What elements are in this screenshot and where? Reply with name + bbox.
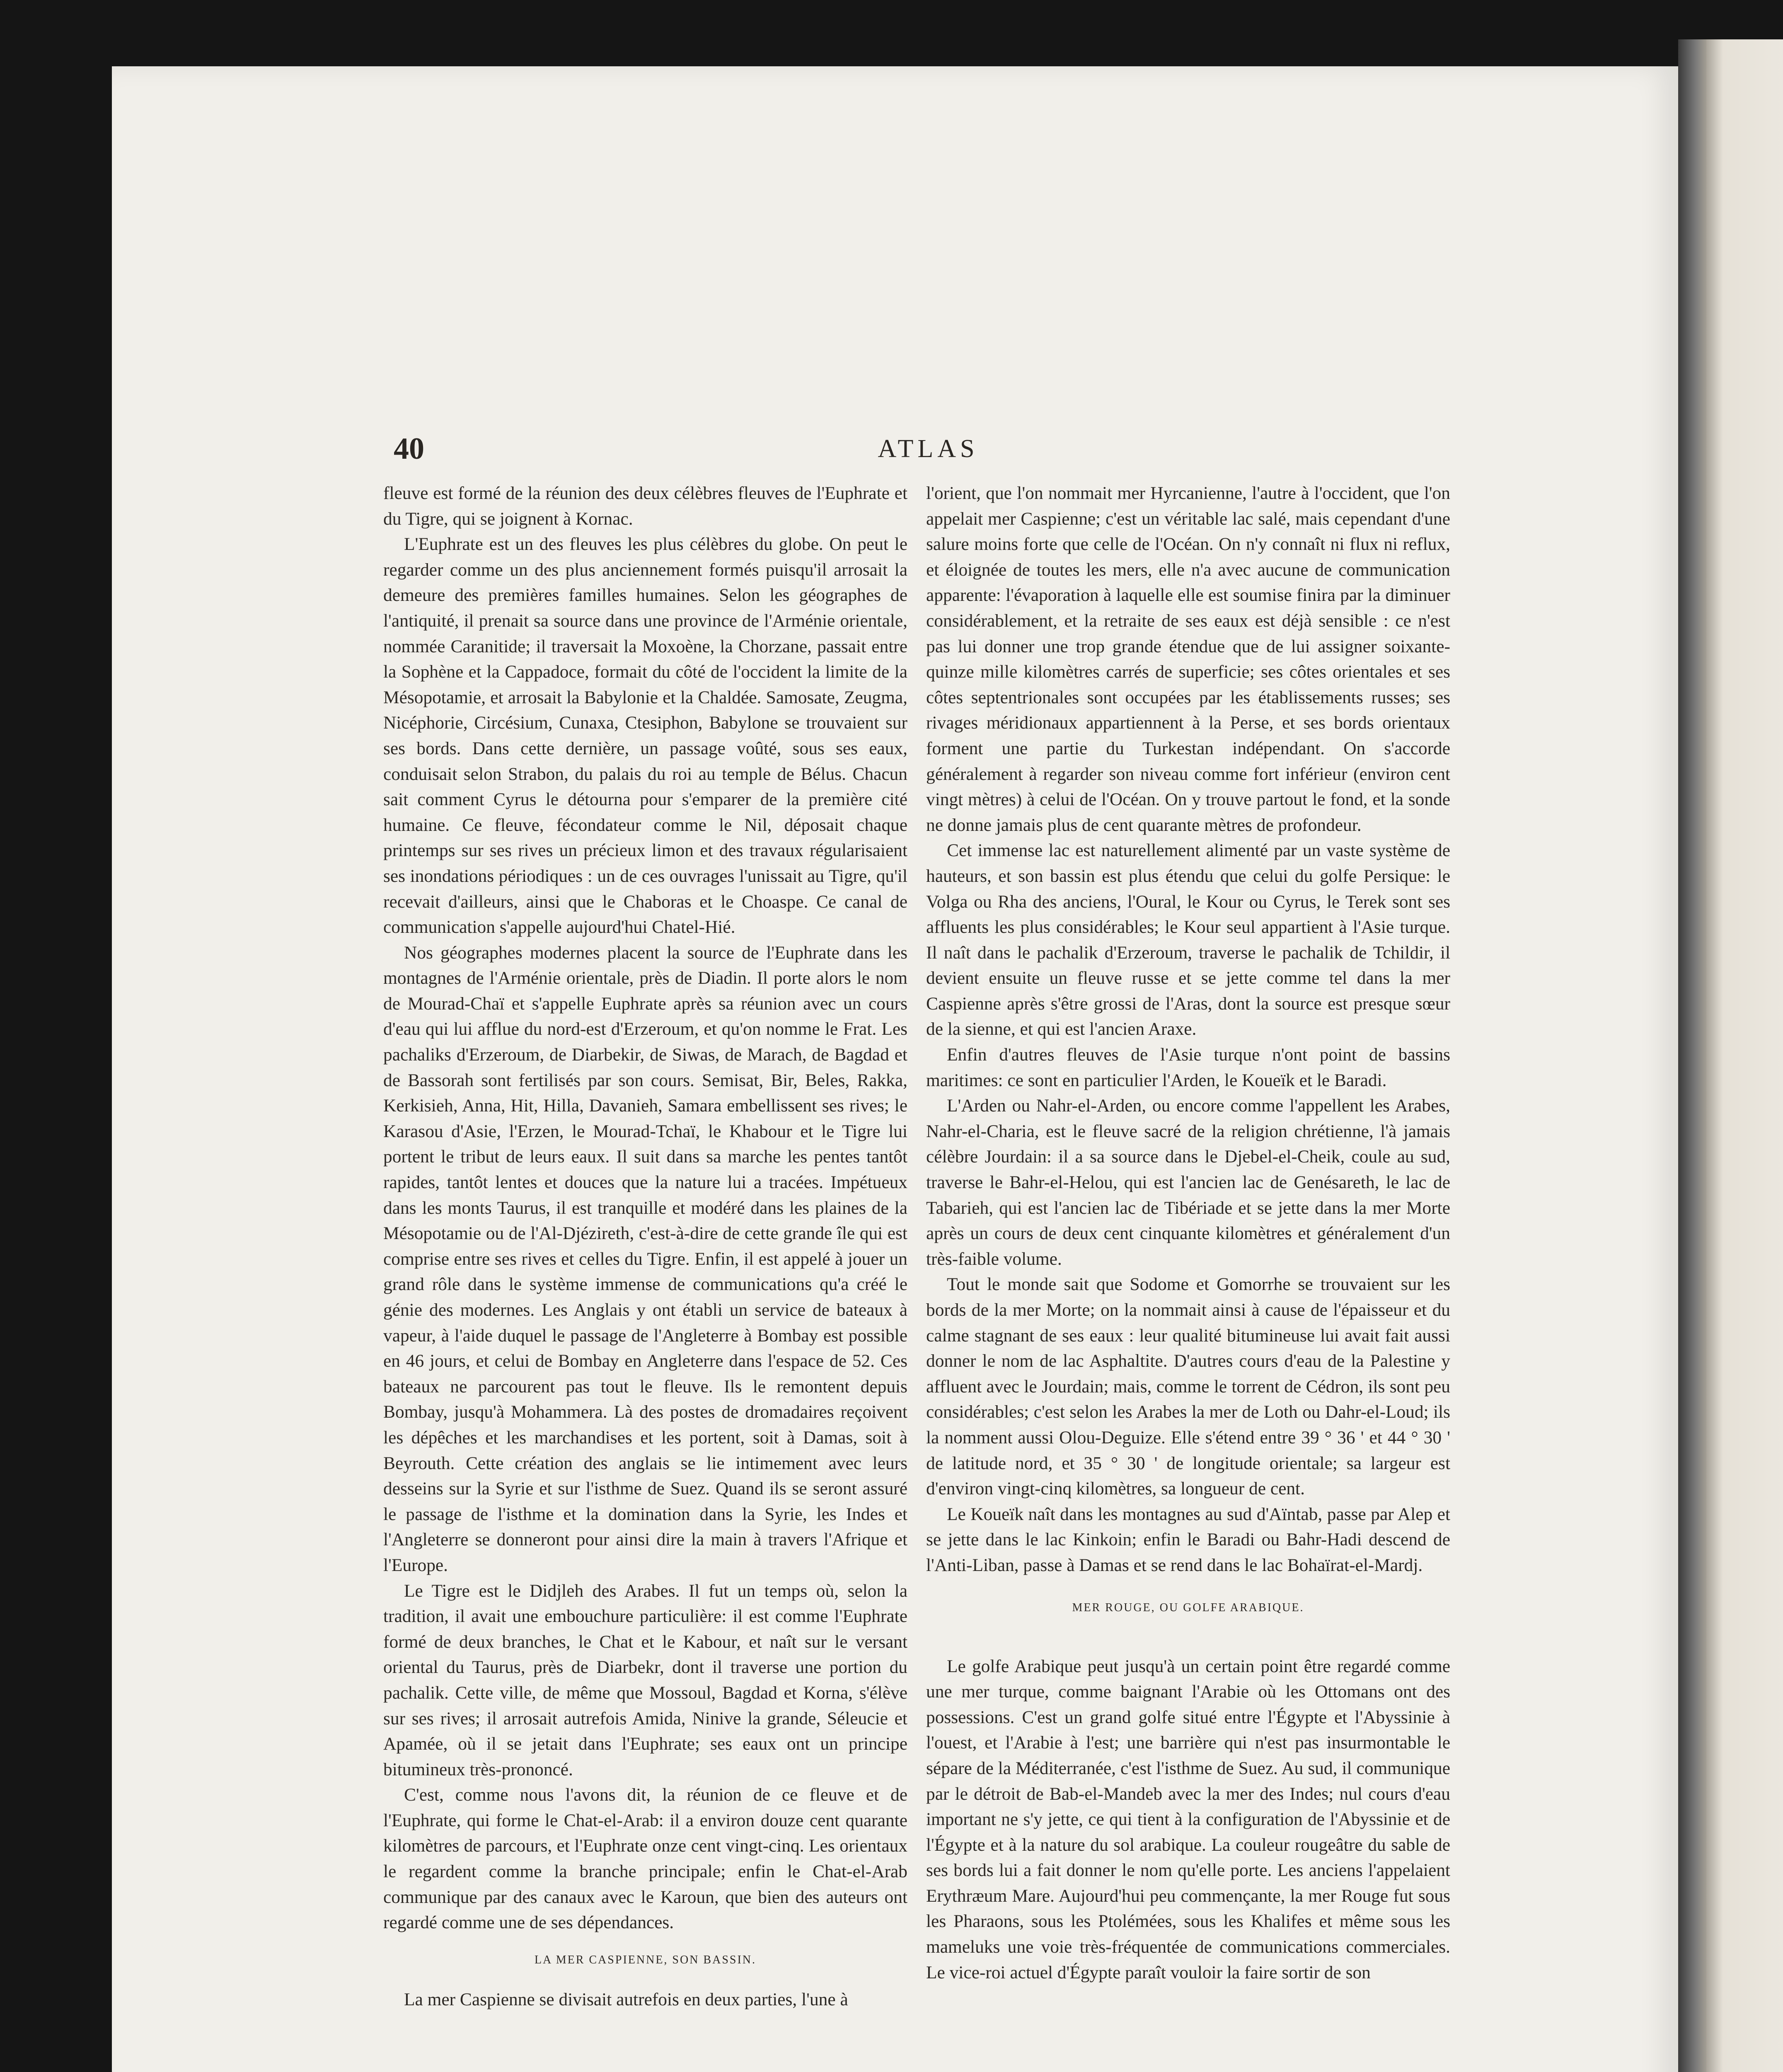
right-column [926, 481, 1450, 2072]
paragraph: Cet immense lac est naturellement alimenté par un vaste système de hauteurs, et son bassin est plus étendu que celui du golfe Persique: le Volga ou Rha des anciens, l'Oural, le Kour ou Cyrus, le Terek sont ses affluents les plus considérables; le Kour seul appartient à l'Asie turque. Il naît dans le pachalik d'Erzeroum, traverse le pachalik de Tchildir, il devient ensuite un fleuve russe et se jette comme tel dans la mer Caspienne après s'être grossi de l'Aras, dont la source est presque sœur de la sienne, et qui est l'ancien Araxe. [926, 840, 1450, 1039]
paragraph: Le golfe Arabique peut jusqu'à un certain point être regardé comme une mer turque, comme baignant l'Arabie où les Ottomans ont des possessions. C'est un grand golfe situé entre l'Égypte et l'Abyssinie à l'ouest, et l'Arabie à l'est; une barrière qui n'est pas insurmontable le sépare de la Méditerranée, c'est l'isthme de Suez. Au sud, il communique par le détroit de Bab-el-Mandeb avec la mer des Indes; nul cours d'eau important ne s'y jette, ce qui tient à la configuration de l'Abyssinie et de l'Égypte et à la nature du sol arabique. La couleur rougeâtre du sable de ses bords lui a fait donner le nom qu'elle porte. Les anciens l'appelaient Erythræum Mare. Aujourd'hui peu commençante, la mer Rouge fut sous les Pharaons, sous les Ptolémées, sous les Khalifes et même sous les mameluks une voie très-fréquentée de communications commerciales. Le vice-roi actuel d'Égypte paraît vouloir la faire sortir de son [926, 1656, 1450, 1982]
section-heading: MER ROUGE, OU GOLFE ARABIQUE. [1072, 1601, 1304, 1614]
next-page-edge [1706, 39, 1783, 2072]
paragraph: L'Arden ou Nahr-el-Arden, ou encore comme l'appellent les Arabes, Nahr-el-Charia, est le fleuve sacré de la religion chrétienne, l'à jamais célèbre Jourdain: il a sa source dans le Djebel-el-Cheik, coule au sud, traverse le Bahr-el-Helou, qui est l'ancien lac de Genésareth, le lac de Tabarieh, qui est l'ancien lac de Tibériade et se jette dans la mer Morte après un cours de deux cent cinquante kilomètres et généralement d'un très-faible volume. [926, 1096, 1450, 1269]
paragraph: Le Koueïk naît dans les montagnes au sud d'Aïntab, passe par Alep et se jette dans le lac Kinkoin; enfin le Baradi ou Bahr-Hadi descend de l'Anti-Liban, passe à Damas et se rend dans le lac Bohaïrat-el-Mardj. [926, 1504, 1450, 1575]
paragraph: Enfin d'autres fleuves de l'Asie turque n'ont point de bassins maritimes: ce sont en particulier l'Arden, le Koueïk et le Baradi. [926, 1045, 1450, 1090]
page-number: 40 [394, 432, 424, 466]
running-title: ATLAS [878, 435, 979, 463]
paragraph: C'est, comme nous l'avons dit, la réunion de ce fleuve et de l'Euphrate, qui forme le Chat-el-Arab: il a environ douze cent quarante kilomètres de parcours, et l'Euphrate onze cent vingt-cinq. Les orientaux le regardent comme la branche principale; enfin le Chat-el-Arab communique par des canaux avec le Karoun, que bien des auteurs ont regardé comme une de ses dépendances. [383, 1785, 907, 1933]
paragraph: Nos géographes modernes placent la source de l'Euphrate dans les montagnes de l'Arménie orientale, près de Diadin. Il porte alors le nom de Mourad-Chaï et s'appelle Euphrate après sa réunion avec un cours d'eau qui lui afflue du nord-est d'Erzeroum, et qu'on nomme le Frat. Les pachaliks d'Erzeroum, de Diarbekir, de Siwas, de Marach, de Bagdad et de Bassorah sont fertilisés par son cours. Semisat, Bir, Beles, Rakka, Kerkisieh, Anna, Hit, Hilla, Davanieh, Samara embellissent ses rives; le Karasou d'Asie, l'Erzen, le Mourad-Tchaï, le Khabour et le Tigre lui portent le tribut de leurs eaux. Il suit dans sa marche les pentes tantôt rapides, tantôt lentes et douces que la nature lui a tracées. Impétueux dans les monts Taurus, il est tranquille et modéré dans les plaines de la Mésopotamie ou de l'Al-Djézireth, c'est-à-dire de cette grande île qui est comprise entre ses rives et celles du Tigre. Enfin, il est appelé à jouer un grand rôle dans le système immense de communications qu'a créé le génie des modernes. Les Anglais y ont établi un service de bateaux à vapeur, à l'aide duquel le passage de l'Angleterre à Bombay est possible en 46 jours, et celui de Bombay en Angleterre dans l'espace de 52. Ces bateaux ne parcourent pas tout le fleuve. Ils le remontent depuis Bombay, jusqu'à Mohammera. Là des postes de dromadaires reçoivent les dépêches et les marchandises et les portent, soit à Damas, soit à Beyrouth. Cette création des anglais se lie intimement avec leurs desseins sur la Syrie et sur l'isthme de Suez. Quand ils se seront assuré le passage de l'isthme et la domination dans la Syrie, les Indes et l'Angleterre se donneront pour ainsi dire la main à travers l'Afrique et l'Europe. [383, 942, 907, 1575]
paragraph: L'Euphrate est un des fleuves les plus célèbres du globe. On peut le regarder comme un des plus anciennement formés puisqu'il arrosait la demeure des premières familles humaines. Selon les géographes de l'antiquité, il prenait sa source dans une province de l'Arménie orientale, nommée Caranitide; il traversait la Moxoène, la Chorzane, passait entre la Sophène et la Cappadoce, formait du côté de l'occident la limite de la Mésopotamie, et arrosait la Babylonie et la Chaldée. Samosate, Zeugma, Nicéphorie, Circésium, Cunaxa, Ctesiphon, Babylone se trouvaient sur ses bords. Dans cette dernière, un passage voûté, sous ses eaux, conduisait selon Strabon, du palais du roi au temple de Bélus. Chacun sait comment Cyrus le détourna pour s'emparer de la première cité humaine. Ce fleuve, fécondateur comme le Nil, déposait chaque printemps sur ses rives un précieux limon et des travaux régularisaient ses inondations périodiques : un de ces ouvrages l'unissait au Tigre, qu'il recevait d'ailleurs, ainsi que le Chaboras et le Choaspe. Ce canal de communication s'appelle aujourd'hui Chatel-Hié. [383, 534, 907, 937]
gutter-shadow [1678, 39, 1706, 2072]
paragraph: fleuve est formé de la réunion des deux célèbres fleuves de l'Euphrate et du Tigre, qui se joignent à Kornac. [383, 483, 907, 529]
section-heading: LA MER CASPIENNE, SON BASSIN. [534, 1953, 757, 1966]
paragraph: Le Tigre est le Didjleh des Arabes. Il fut un temps où, selon la tradition, il avait une embouchure particulière: il est comme l'Euphrate formé de deux branches, le Chat et le Kabour, et naît sur le versant oriental du Taurus, près de Diarbekr, dont il traverse une portion du pachalik. Cette ville, de même que Mossoul, Bagdad et Korna, s'élève sur ses rives; il arrosait autrefois Amida, Ninive la grande, Séleucie et Apamée, où il se jetait dans l'Euphrate; ses eaux ont un principe bitumineux très-prononcé. [383, 1581, 907, 1779]
paragraph: La mer Caspienne se divisait autrefois en deux parties, l'une à [404, 1989, 848, 2009]
paragraph: l'orient, que l'on nommait mer Hyrcanienne, l'autre à l'occident, que l'on appelait mer Caspienne; c'est un véritable lac salé, mais cependant d'une salure moins forte que celle de l'Océan. On n'y connaît ni flux ni reflux, et éloignée de toutes les mers, elle n'a avec aucune de communication apparente: l'évaporation à laquelle elle est soumise finira par la diminuer considérablement, et la retraite de ses eaux est déjà sensible : ce n'est pas lui donner une trop grande étendue que de lui assigner soixante-quinze mille kilomètres carrés de superficie; ses côtes orientales et ses côtes septentrionales sont occupées par les établissements russes; ses rivages méridionaux appartiennent à la Perse, et ses bords orientaux forment une partie du Turkestan indépendant. On s'accorde généralement à regarder son niveau comme fort inférieur (environ cent vingt mètres) à celui de l'Océan. On y trouve partout le fond, et la sonde ne donne jamais plus de cent quarante mètres de profondeur. [926, 483, 1450, 835]
left-column [383, 481, 907, 2072]
paragraph: Tout le monde sait que Sodome et Gomorrhe se trouvaient sur les bords de la mer Morte; on la nommait ainsi à cause de l'épaisseur et du calme stagnant de ses eaux : leur qualité bitumineuse lui avait fait aussi donner le nom de lac Asphaltite. D'autres cours d'eau de la Palestine y affluent avec le Jourdain; mais, comme le torrent de Cédron, ils sont peu considérables; c'est selon les Arabes la mer de Loth ou Dahr-el-Loud; ils la nomment aussi Olou-Deguize. Elle s'étend entre 39 ° 36 ' et 44 ° 30 ' de latitude nord, et 35 ° 30 ' de longitude orientale; sa largeur est d'environ vingt-cinq kilomètres, sa longueur de cent. [926, 1274, 1450, 1499]
